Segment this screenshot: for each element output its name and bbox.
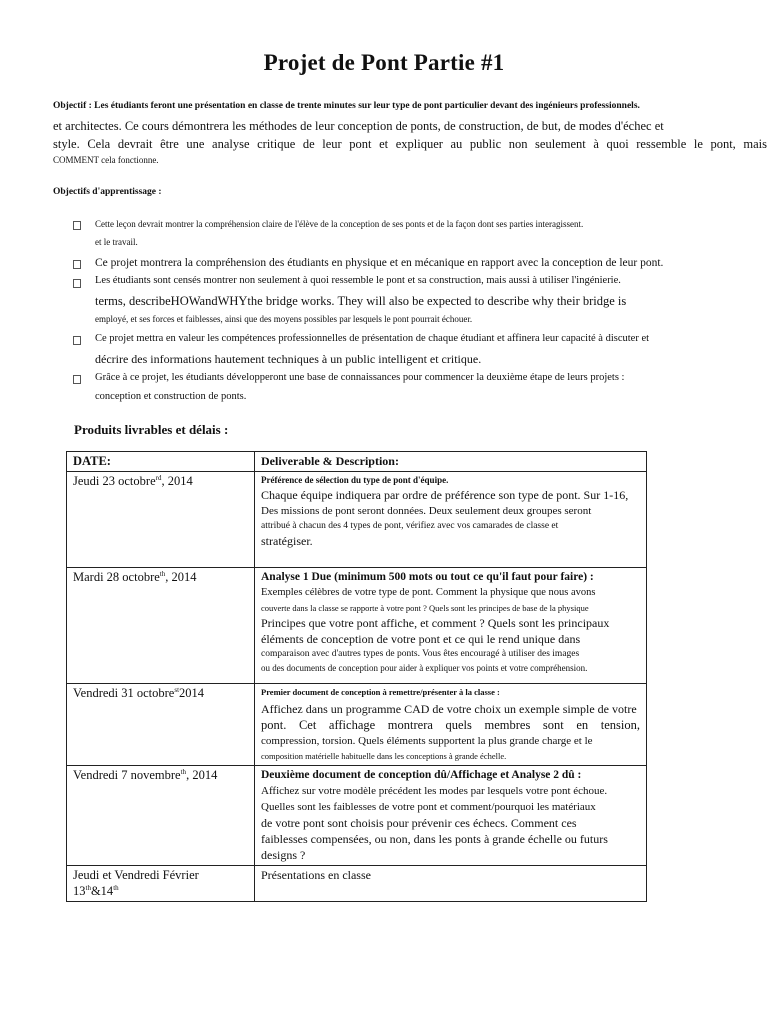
bullet-box-icon xyxy=(73,276,81,290)
table-row xyxy=(67,472,647,568)
objective-line-4: COMMENT cela fonctionne. xyxy=(53,155,159,165)
table-row xyxy=(67,568,647,684)
row-title: Préférence de sélection du type de pont d'équipe. xyxy=(261,475,449,485)
bullet-4-line-1: Ce projet mettra en valeur les compétences professionnelles de présentation de chaque étudiant et affinera leur capacité à discuter et xyxy=(95,333,650,344)
column-header-deliverable: Deliverable & Description: xyxy=(255,452,647,472)
row-date: Vendredi 7 novembre$^{th}$, 2014 xyxy=(67,766,255,866)
table-row xyxy=(67,766,647,866)
bullet-2-line-1: Ce projet montrera la compréhension des étudiants en physique et en mécanique en rapport avec la conception de leur pont. xyxy=(95,257,664,269)
bullet-box-icon xyxy=(73,333,81,347)
deliverables-heading: Produits livrables et délais : xyxy=(74,422,229,437)
row-date: Mardi 28 octobre$^{th}$, 2014 xyxy=(67,568,255,684)
row-description: Premier document de conception à remettre/présenter à la classe : Affichez dans un programme CAD de votre choix un exemple simple de votre pont. Cet affichage montrera quels membres sont en tension, compression, torsion. Quels éléments supportent la plus grande charge et le composition matérielle habituelle dans les conceptions à grande échelle. xyxy=(255,684,647,766)
bullet-1-line-2: et le travail. xyxy=(95,237,138,247)
bullet-1-line-1: Cette leçon devrait montrer la compréhension claire de l'élève de la conception de ses ponts et de la façon dont ses parties interagissent. xyxy=(95,219,584,229)
objective-line-2: et architectes. Ce cours démontrera les méthodes de leur conception de ponts, de construction, de but, de modes d'échec et xyxy=(53,119,664,133)
table-row xyxy=(67,866,647,902)
bullet-3-line-3: employé, et ses forces et faiblesses, ainsi que des moyens possibles par lesquels le pont pourrait échouer. xyxy=(95,314,473,324)
page-title: Projet de Pont Partie #1 xyxy=(263,50,505,75)
bullet-4-line-2: décrire des informations hautement techniques à un public intelligent et critique. xyxy=(95,352,482,366)
bullet-box-icon xyxy=(73,372,81,386)
row-description: Deuxième document de conception dû/Affichage et Analyse 2 dû : Affichez sur votre modèle précédent les modes par lesquels votre pont échoue. Quelles sont les faiblesses de votre pont et comment/pourquoi les matériaux de votre pont sont choisis pour prévenir ces échecs. Comment ces faiblesses compensées, ou non, dans les ponts à grande échelle ou futurs designs ? xyxy=(255,766,647,866)
objective-line-1: Objectif : Les étudiants feront une présentation en classe de trente minutes sur leur type de pont particulier devant des ingénieurs professionnels. xyxy=(53,101,640,111)
bullet-3-line-1: Les étudiants sont censés montrer non seulement à quoi ressemble le pont et sa construction, mais aussi à utiliser l'ingénierie. xyxy=(95,275,621,286)
row-title: Deuxième document de conception dû/Affichage et Analyse 2 dû : xyxy=(261,769,582,781)
row-title: Premier document de conception à remettre/présenter à la classe : xyxy=(261,687,500,697)
table-header-row xyxy=(67,452,647,472)
bullet-5-line-1: Grâce à ce projet, les étudiants développeront une base de connaissances pour commencer la deuxième étape de leurs projets : xyxy=(95,372,625,383)
row-date: Jeudi et Vendredi Février 13th&14th xyxy=(67,866,255,902)
learning-objectives-heading: Objectifs d'apprentissage : xyxy=(53,187,162,197)
table-row xyxy=(67,684,647,766)
bullet-box-icon xyxy=(73,257,81,271)
bullet-5-line-2: conception et construction de ponts. xyxy=(95,391,247,402)
row-title: Analyse 1 Due (minimum 500 mots ou tout ce qu'il faut pour faire) : xyxy=(261,571,594,583)
objective-line-3: style. Cela devrait être une analyse critique de leur pont et expliquer au public non seulement à quoi ressemble le pont, mais xyxy=(53,137,767,151)
bullet-3-line-2: terms, describeHOWandWHYthe bridge works. They will also be expected to describe why their bridge is xyxy=(95,294,627,308)
row-description: Préférence de sélection du type de pont d'équipe. Chaque équipe indiquera par ordre de préférence son type de pont. Sur 1-16, Des missions de pont seront données. Deux seulement deux groupes seront attribué à chacun des 4 types de pont, vérifiez avec vos camarades de classe et stratégiser. xyxy=(255,472,647,568)
objective-label: Objectif : xyxy=(53,101,92,111)
row-description: Présentations en classe xyxy=(255,866,647,902)
row-date: Vendredi 31 octobre$^{st}$2014 xyxy=(67,684,255,766)
column-header-date: DATE: xyxy=(67,452,255,472)
row-date: Jeudi 23 octobre$^{rd}$, 2014 xyxy=(67,472,255,568)
deliverables-table xyxy=(66,451,647,902)
bullet-box-icon xyxy=(73,218,81,232)
row-description: Analyse 1 Due (minimum 500 mots ou tout ce qu'il faut pour faire) : Exemples célèbres de votre type de pont. Comment la physique que nous avons couverte dans la classe se rapporte à votre pont ? Quels sont les principes de base de la physique Principes que votre pont affiche, et comment ? Quels sont les principaux éléments de conception de votre pont et ce qui le rend unique dans comparaison avec d'autres types de ponts. Vous êtes encouragé à utiliser des images ou des documents de conception pour aider à expliquer vos points et votre compréhension. xyxy=(255,568,647,684)
